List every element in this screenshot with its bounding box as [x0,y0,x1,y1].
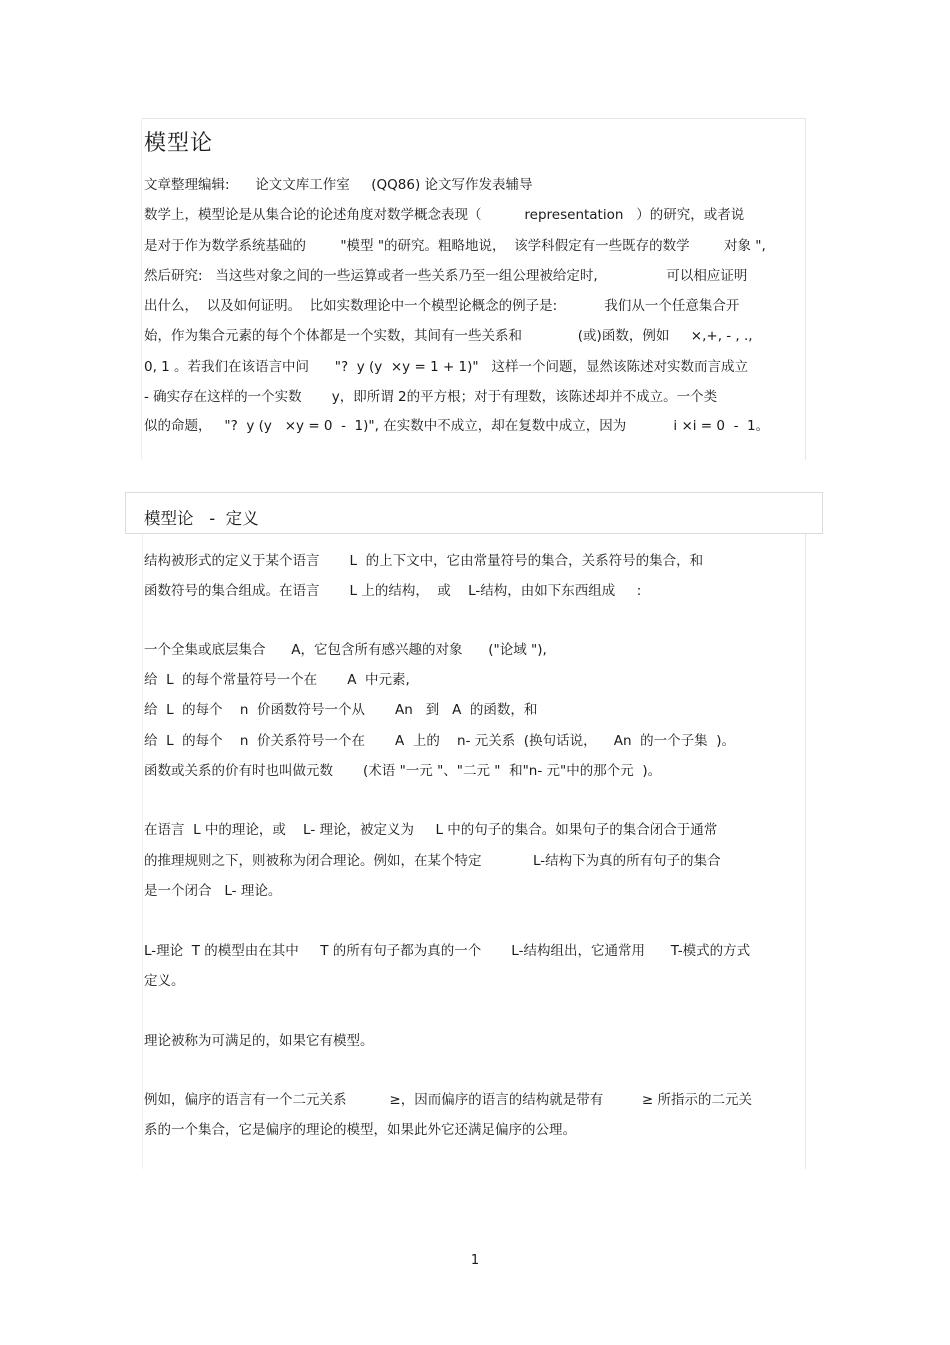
paragraph-line: - 确实存在这样的一个实数 y，即所谓 2的平方根；对于有理数，该陈述却并不成立。一个类 [144,389,718,405]
paragraph-line: L-理论 T 的模型由在其中 T 的所有句子都为真的一个 L-结构组出，它通常用 T-模式的方式 [144,943,751,959]
paragraph-line: 是对于作为数学系统基础的 "模型 "的研究。粗略地说， 该学科假定有一些既存的数学 对象 ", [144,238,766,254]
list-line: 函数或关系的价有时也叫做元数 (术语 "一元 "、"二元 " 和"n- 元"中的那个元 )。 [144,763,662,779]
paragraph-line: 函数符号的集合组成。在语言 L 上的结构， 或 L-结构，由如下东西组成 : [144,583,642,599]
paragraph-line: 数学上，模型论是从集合论的论述角度对数学概念表现（ representation ）的研究，或者说 [144,207,745,223]
section-title-definition: 模型论 - 定义 [144,509,259,528]
paragraph-line: 然后研究: 当这些对象之间的一些运算或者一些关系乃至一组公理被给定时, 可以相应证明 [144,268,748,284]
paragraph-line: 出什么， 以及如何证明。 比如实数理论中一个模型论概念的例子是: 我们从一个任意集合开 [144,298,740,314]
paragraph-line: 始，作为集合元素的每个个体都是一个实数，其间有一些关系和 (或)函数，例如 ×,+, - , ., [144,328,753,344]
paragraph-line: 0, 1 。若我们在该语言中问 "? y (y ×y = 1 + 1)" 这样一个问题，显然该陈述对实数而言成立 [144,359,748,375]
editor-credit-line: 文章整理编辑: 论文文库工作室 (QQ86) 论文写作发表辅导 [144,177,533,193]
paragraph-line: 在语言 L 中的理论，或 L- 理论，被定义为 L 中的句子的集合。如果句子的集合闭合于通常 [144,822,718,838]
paragraph-line: 的推理规则之下，则被称为闭合理论。例如，在某个特定 L-结构下为真的所有句子的集合 [144,853,721,869]
paragraph-line: 是一个闭合 L- 理论。 [144,883,282,899]
list-line: 给 L 的每个 n 价关系符号一个在 A 上的 n- 元关系 (换句话说， An 的一个子集 )。 [144,733,735,749]
list-line: 一个全集或底层集合 A，它包含所有感兴趣的对象 ("论域 "), [144,642,547,658]
list-line: 给 L 的每个 n 价函数符号一个从 An 到 A 的函数，和 [144,702,538,718]
section-title-model-theory: 模型论 [144,131,214,156]
paragraph-line: 系的一个集合，它是偏序的理论的模型，如果此外它还满足偏序的公理。 [144,1122,576,1138]
list-line: 给 L 的每个常量符号一个在 A 中元素, [144,672,410,688]
paragraph-line: 定义。 [144,973,185,989]
paragraph-line: 结构被形式的定义于某个语言 L 的上下文中，它由常量符号的集合，关系符号的集合，和 [144,553,704,569]
paragraph-line: 例如，偏序的语言有一个二元关系 ≥，因而偏序的语言的结构就是带有 ≥ 所指示的二元关 [144,1092,752,1108]
page-number: 1 [470,1253,480,1268]
paragraph-line: 理论被称为可满足的，如果它有模型。 [144,1033,374,1049]
section-frame-intro [142,118,806,460]
paragraph-line: 似的命题， "? y (y ×y = 0 - 1)", 在实数中不成立，却在复数中成立，因为 i ×i = 0 - 1。 [144,418,770,434]
